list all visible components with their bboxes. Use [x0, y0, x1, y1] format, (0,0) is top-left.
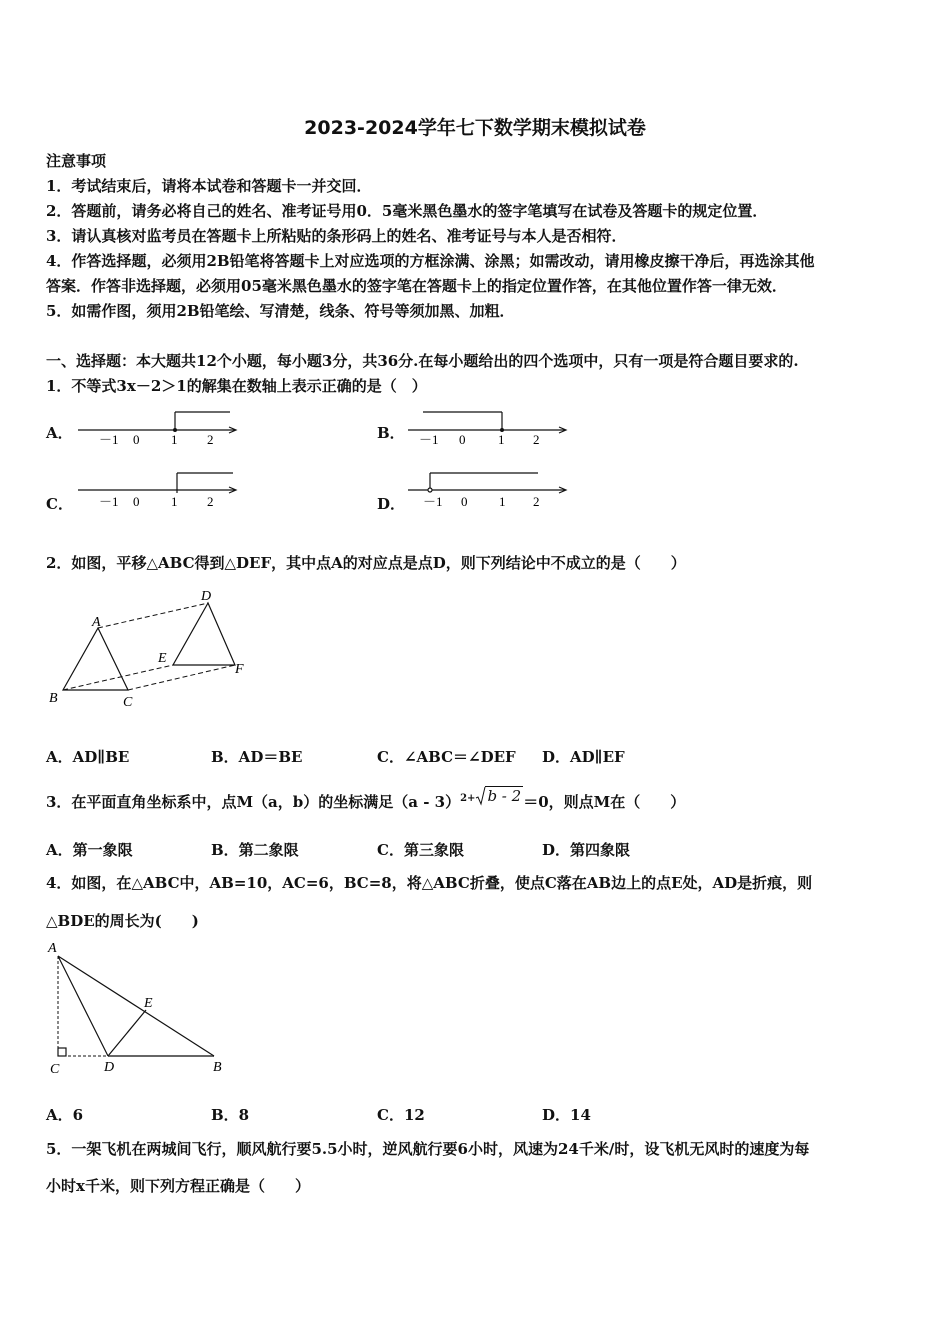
point-label: A	[48, 941, 57, 956]
q1-number-line-b	[405, 405, 575, 450]
question-2-stem: 2．如图，平移△ABC得到△DEF，其中点A的对应点是点D，则下列结论中不成立的是（ ）	[46, 554, 686, 572]
question-1-stem: 1．不等式3x－2＞1的解集在数轴上表示正确的是（ ）	[46, 377, 427, 395]
question-3-stem	[46, 787, 686, 815]
tick-label: 2	[533, 494, 540, 509]
q4-option-b: B．8	[211, 1106, 250, 1124]
point-label: C	[50, 1062, 60, 1077]
point-label: B	[49, 691, 58, 706]
q1-option-b-label: B．	[377, 424, 405, 442]
point-label: C	[123, 695, 133, 710]
q1-number-line-c	[75, 468, 245, 513]
tick-label: 2	[207, 432, 214, 447]
tick-label: －1	[99, 494, 119, 509]
notice-item-1: 1．考试结束后，请将本试卷和答题卡一并交回．	[46, 177, 372, 195]
tick-label: 0	[133, 432, 140, 447]
q1-option-a-label: A．	[46, 424, 73, 442]
point-label: D	[201, 589, 212, 604]
radical-sign-icon	[475, 786, 485, 806]
q2-option-a: A．AD∥BE	[46, 748, 130, 766]
notice-item-4: 4．作答选择题，必须用2B铅笔将答题卡上对应选项的方框涂满、涂黑；如需改动，请用橡皮擦干净后，再选涂其他	[46, 252, 815, 270]
notice-item-5: 5．如需作图，须用2B铅笔绘、写清楚，线条、符号等须加黑、加粗．	[46, 302, 515, 320]
point-label: E	[158, 651, 167, 666]
q3-exponent: 2	[460, 793, 468, 804]
question-4-stem-line-1: 4．如图，在△ABC中，AB=10，AC=6，BC=8，将△ABC折叠，使点C落在AB边上的点E处，AD是折痕，则	[46, 874, 813, 892]
q3-option-a: A．第一象限	[46, 841, 133, 859]
q2-figure	[45, 585, 265, 715]
q3-stem-end: ＝0，则点M在（ ）	[523, 793, 686, 811]
tick-label: 1	[498, 432, 505, 447]
point-label: D	[104, 1060, 115, 1075]
q3-option-c: C．第三象限	[377, 841, 464, 859]
question-5-stem-line-2: 小时x千米，则下列方程正确是（ ）	[46, 1177, 310, 1195]
tick-label: －1	[423, 494, 443, 509]
tick-label: 0	[459, 432, 466, 447]
notice-heading: 注意事项	[46, 152, 107, 170]
q4-option-d: D．14	[542, 1106, 591, 1124]
q4-option-c: C．12	[377, 1106, 425, 1124]
q3-plus: +	[467, 793, 476, 804]
tick-label: －1	[99, 432, 119, 447]
q1-option-d-label: D．	[377, 495, 406, 513]
q2-option-b: B．AD＝BE	[211, 748, 303, 766]
tick-label: 0	[133, 494, 140, 509]
q2-option-d: D．AD∥EF	[542, 748, 625, 766]
tick-label: 1	[171, 494, 178, 509]
tick-label: 0	[461, 494, 468, 509]
point-label: F	[235, 662, 244, 677]
q3-option-b: B．第二象限	[211, 841, 299, 859]
q1-number-line-a	[75, 405, 245, 450]
q1-number-line-d	[405, 468, 575, 513]
q3-stem-start: 3．在平面直角坐标系中，点M（a，b）的坐标满足（a - 3）	[46, 793, 461, 811]
point-label: A	[92, 615, 101, 630]
q3-radicand: b - 2	[487, 787, 522, 805]
point-label: B	[213, 1060, 222, 1075]
q3-option-d: D．第四象限	[542, 841, 631, 859]
q4-figure	[42, 938, 242, 1083]
point-label: E	[144, 996, 153, 1011]
notice-item-2: 2．答题前，请务必将自己的姓名、准考证号用0．5毫米黑色墨水的签字笔填写在试卷及答题卡的规定位置．	[46, 202, 768, 220]
q2-option-c: C．∠ABC＝∠DEF	[377, 748, 516, 766]
q1-option-c-label: C．	[46, 495, 73, 513]
question-5-stem-line-1: 5．一架飞机在两城间飞行，顺风航行要5.5小时，逆风航行要6小时，风速为24千米/时，设飞机无风时的速度为每	[46, 1140, 810, 1158]
page-title: 2023-2024学年七下数学期末模拟试卷	[304, 117, 646, 139]
tick-label: 1	[499, 494, 506, 509]
question-4-stem-line-2: △BDE的周长为( )	[46, 912, 199, 930]
tick-label: 1	[171, 432, 178, 447]
notice-item-4-cont: 答案．作答非选择题，必须用05毫米黑色墨水的签字笔在答题卡上的指定位置作答，在其他位置作答一律无效．	[46, 277, 787, 295]
tick-label: －1	[419, 432, 439, 447]
section-heading: 一、选择题：本大题共12个小题，每小题3分，共36分.在每小题给出的四个选项中，只有一项是符合题目要求的.	[46, 352, 799, 370]
tick-label: 2	[533, 432, 540, 447]
notice-item-3: 3．请认真核对监考员在答题卡上所粘贴的条形码上的姓名、准考证号与本人是否相符．	[46, 227, 627, 245]
tick-label: 2	[207, 494, 214, 509]
q4-option-a: A．6	[46, 1106, 84, 1124]
